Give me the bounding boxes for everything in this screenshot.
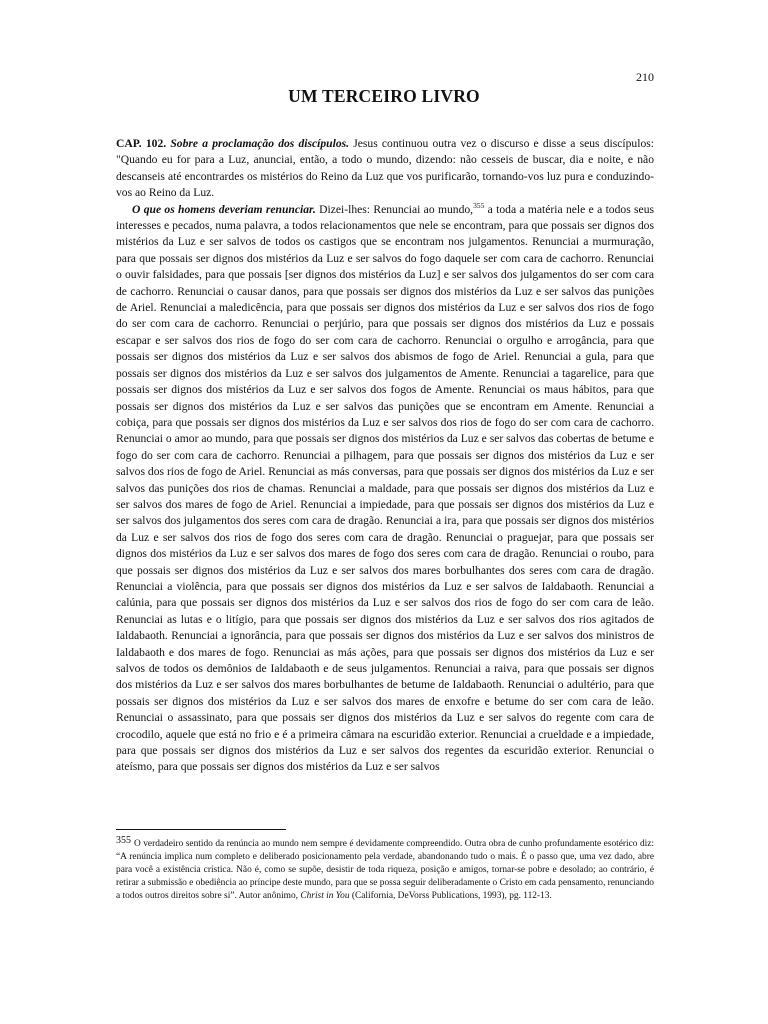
chapter-heading: Sobre a proclamação dos discípulos. (170, 137, 350, 150)
paragraph-2-lead: Dizei-lhes: Renunciai ao mundo, (319, 202, 474, 216)
footnote-book-title: Christ in You (300, 891, 350, 902)
page-title: UM TERCEIRO LIVRO (288, 86, 480, 106)
footnote-number: 355 (116, 835, 131, 846)
paragraph-1 (116, 136, 654, 202)
paragraph-2-text: a toda a matéria nele e a todos seus interesses e pecados, numa palavra, a todos relacionamentos que nele se encontram, para que possais ser dignos dos mistérios da Luz e ser salvos de todos os castigos que se encontram nos julgamentos. Renunciai a murmuração, para que possais ser dignos dos mistérios da Luz e ser salvos do fogo daquele ser com cara de cachorro. Renunciai o ouvir falsidades, para que possais [ser dignos dos mistérios da Luz] e ser salvos dos julgamentos do ser com cara de cachorro. Renunciai o causar danos, para que possais ser dignos dos mistérios da Luz e ser salvos das punições de Ariel. Renunciai a maledicência, para que possais ser dignos dos mistérios da Luz e ser salvos dos rios de fogo do ser com cara de cachorro. Renunciai o perjúrio, para que possais ser dignos dos mistérios da Luz e possais escapar e ser salvos dos rios de fogo do ser com cara de cachorro. Renunciai o orgulho e arrogância, para que possais ser dignos dos mistérios da Luz e ser salvos dos abismos de fogo de Ariel. Renunciai a gula, para que possais ser dignos dos mistérios da Luz e ser salvos dos julgamentos de Amente. Renunciai a tagarelice, para que possais ser dignos dos mistérios da Luz e ser salvos dos fogos de Amente. Renunciai os maus hábitos, para que possais ser dignos dos mistérios da Luz e ser salvos das punições que se encontram em Amente. Renunciai a cobiça, para que possais ser dignos dos mistérios da Luz e ser salvos dos rios de fogo do ser com cara de cachorro. Renunciai o amor ao mundo, para que possais ser dignos dos mistérios da Luz e ser salvos das cobertas de betume e fogo do ser com cara de cachorro. Renunciai a pilhagem, para que possais ser dignos dos mistérios da Luz e ser salvos dos rios de fogo de Ariel. Renunciai as más conversas, para que possais ser dignos dos mistérios da Luz e ser salvos das punições dos rios de chamas. Renunciai a maldade, para que possais ser dignos dos mistérios da Luz e ser salvos dos mares de fogo de Ariel. Renunciai a impiedade, para que possais ser dignos dos mistérios da Luz e ser salvos dos julgamentos dos seres com cara de dragão. Renunciai a ira, para que possais ser dignos dos mistérios da Luz e ser salvos dos rios de fogo dos seres com cara de dragão. Renunciai o praguejar, para que possais ser dignos dos mistérios da Luz e ser salvos dos mares de fogo dos seres com cara de dragão. Renunciai o roubo, para que possais ser dignos dos mistérios da Luz e ser salvos dos mares borbulhantes dos seres com cara de dragão. Renunciai a violência, para que possais ser dignos dos mistérios da Luz e ser salvos de Ialdabaoth. Renunciai a calúnia, para que possais ser dignos dos mistérios da Luz e ser salvos dos rios de fogo do ser com cara de leão. Renunciai as lutas e o litígio, para que possais ser dignos dos mistérios da Luz e ser salvos dos rios agitados de Ialdabaoth. Renunciai a ignorância, para que possais ser dignos dos mistérios da Luz e ser salvos dos ministros de Ialdabaoth e dos mares de fogo. Renunciai as más ações, para que possais ser dignos dos mistérios da Luz e ser salvos de todos os demônios de Ialdabaoth e de seus julgamentos. Renunciai a raiva, para que possais ser dignos dos mistérios da Luz e ser salvos dos mares borbulhantes de betume de Ialdabaoth. Renunciai o adultério, para que possais ser dignos dos mistérios da Luz e ser salvos dos mares de enxofre e betume do ser com cara de leão. Renunciai o assassinato, para que possais ser dignos dos mistérios da Luz e ser salvos do regente com cara de crocodilo, aquele que está no frio e é a primeira câmara na escuridão exterior. Renunciai a crueldade e a impiedade, para que possais ser dignos dos mistérios da Luz e ser salvos dos regentes da escuridão exterior. Renunciai o ateísmo, para que possais ser dignos dos mistérios da Luz e ser salvos (116, 202, 654, 774)
paragraph-1-text: Jesus continuou outra vez o discurso e disse a seus discípulos: "Quando eu for para a Luz, anunciai, então, a todo o mundo, dizendo: não cesseis de buscar, dia e noite, e não descanseis até encontrardes os mistérios do Reino da Luz que vos purificarão, tornando-vos luz pura e conduzindo-vos ao Reino da Luz. (116, 137, 654, 200)
footnote-text: O verdadeiro sentido da renúncia ao mundo nem sempre é devidamente compreendido. Outra obra de cunho profundamente esotérico diz: “A renúncia implica num completo e deliberado posicionamento pela verdade, abandonando tudo o mais. É o passo que, uma vez dado, abre para você a existência crística. Não é, como se supõe, desistir de toda riqueza, posição e amigos, tornar-se pobre e desolado; ao contrário, é retirar a submissão e obediência ao príncipe deste mundo, para que se possa seguir deliberadamente o Cristo em cada pensamento, renunciando a todos outros direitos sobre si”. Autor anônimo, (116, 839, 654, 902)
footnote-citation: (California, DeVorss Publications, 1993), pg. 112-13. (351, 891, 552, 902)
page-number: 210 (636, 70, 654, 84)
main-text (116, 136, 654, 776)
footnote (116, 834, 654, 903)
footnote-reference: 355 (473, 200, 485, 210)
footnote-divider (116, 829, 286, 830)
chapter-number: CAP. 102. (116, 137, 167, 150)
section-heading: O que os homens deveriam renunciar. (132, 202, 316, 216)
paragraph-2 (116, 202, 654, 776)
